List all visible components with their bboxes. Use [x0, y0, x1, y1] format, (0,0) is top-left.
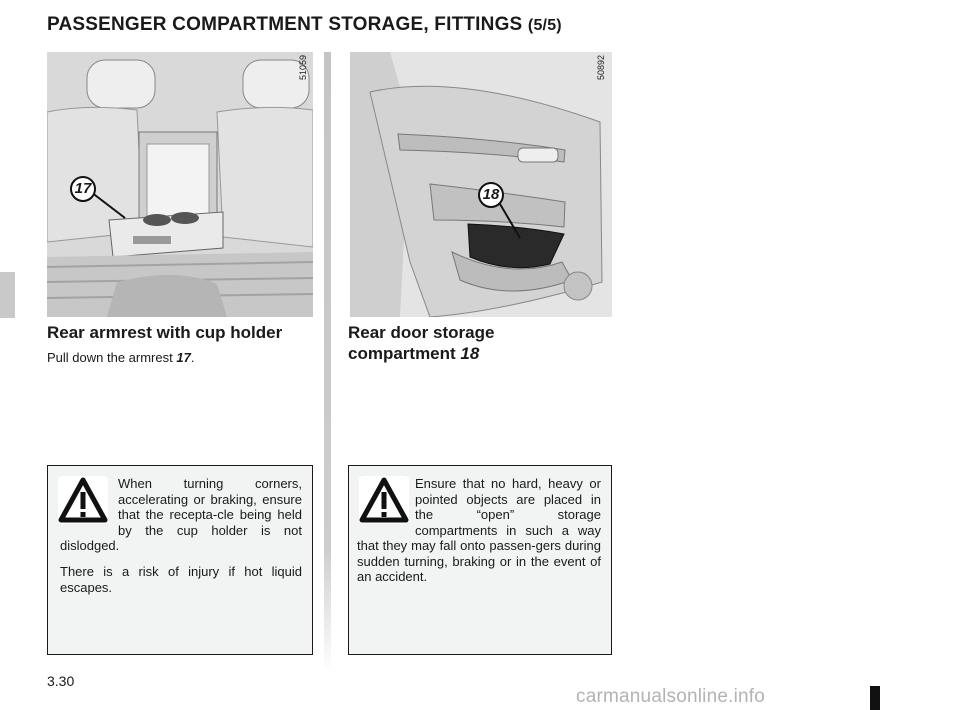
armrest-instruction-end: . [190, 350, 195, 365]
watermark: carmanualsonline.info [576, 686, 766, 707]
rear-door-storage-illustration [350, 52, 612, 317]
armrest-instruction-text: Pull down the armrest [47, 350, 177, 365]
door-storage-heading-line1: Rear door storage [348, 323, 495, 342]
door-storage-heading [348, 322, 494, 364]
warning-cup-holder-text: When turning corners, accelerating or braking, ensure that the recepta-cle being held by the cup holder is not dislodged. [60, 476, 302, 553]
figure-ref-number: 50892 [596, 55, 606, 81]
column-divider [324, 52, 331, 672]
warning-hot-liquid-text: There is a risk of injury if hot liquid escapes. [60, 564, 302, 595]
warning-door-storage-text: Ensure that no hard, heavy or pointed objects are placed in the “open” storage compartments in such a way that they may fall onto passen-gers during sudden turning, braking or in the event of an accident. [357, 476, 601, 584]
armrest-heading: Rear armrest with cup holder [47, 323, 283, 342]
page-corner-mark [870, 686, 880, 710]
page-part-indicator: (5/5) [527, 17, 562, 34]
door-storage-heading-line2: compartment [348, 344, 461, 363]
warning-box-door-storage [348, 465, 612, 655]
armrest-instruction [47, 350, 194, 366]
page-title [47, 14, 562, 36]
warning-box-cup-holder [47, 465, 313, 655]
figure-ref-number: 51059 [298, 55, 308, 81]
callout-18: 18 [478, 182, 504, 208]
armrest-ref: 17 [176, 350, 191, 365]
chapter-tab-marker [0, 272, 15, 318]
door-storage-ref: 18 [460, 344, 480, 363]
page-title-text: PASSENGER COMPARTMENT STORAGE, FITTINGS [47, 14, 523, 35]
callout-17: 17 [70, 176, 96, 202]
page-number: 3.30 [47, 673, 75, 689]
